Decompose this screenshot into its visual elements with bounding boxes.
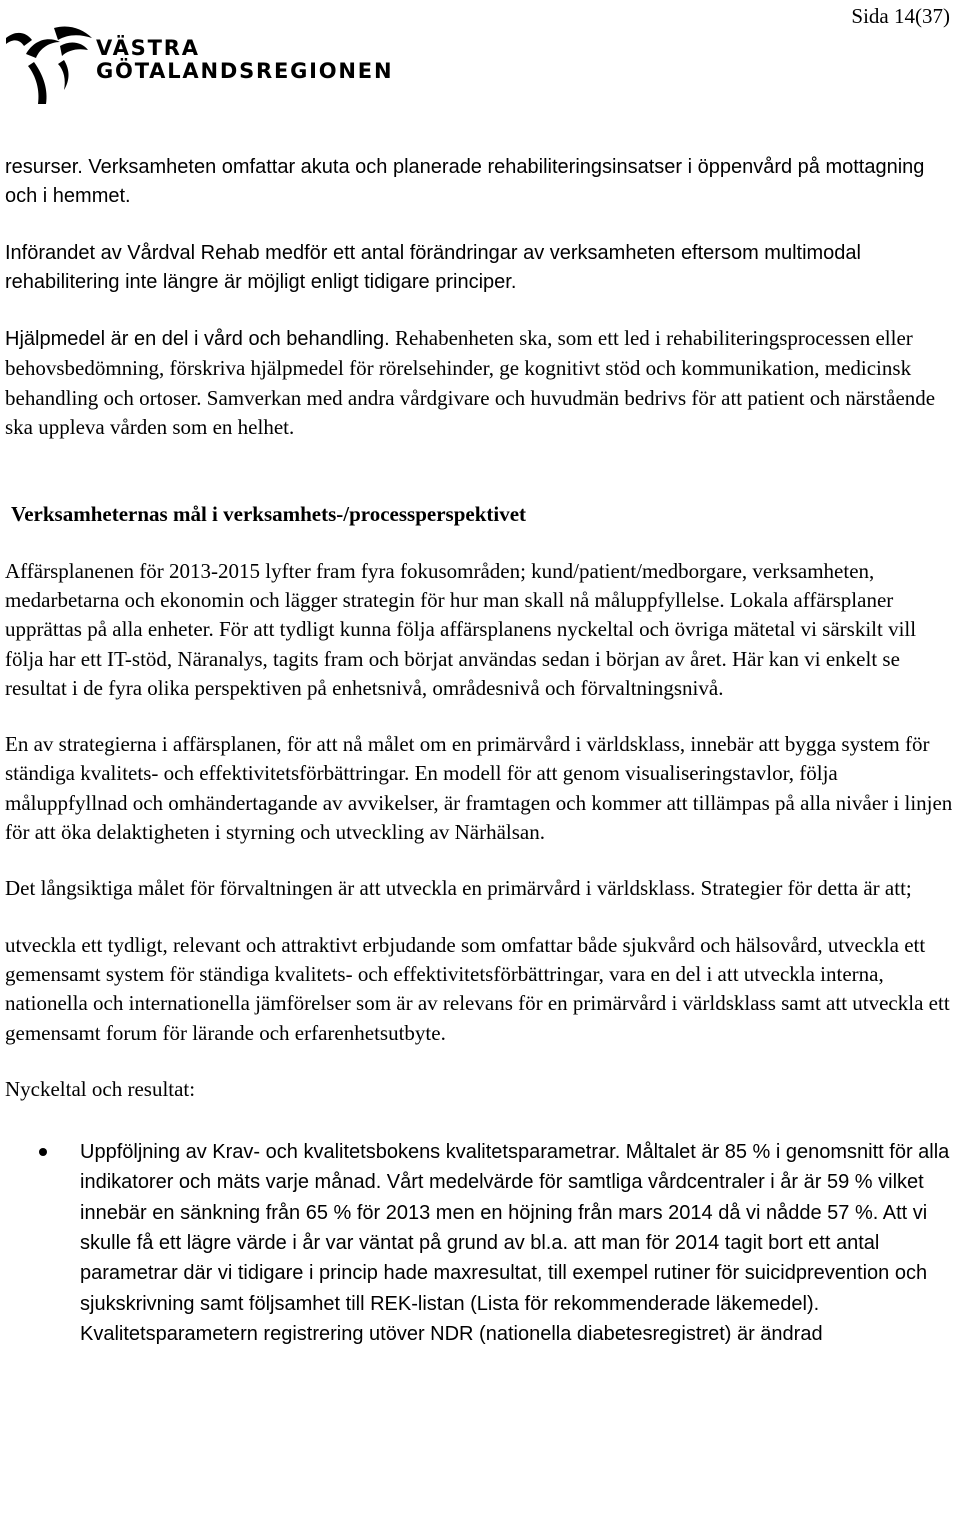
paragraph-3-part-2: Rehabenheten ska, som ett led i rehabiliteringsprocessen eller behovsbedömning, förskriva hjälpmedel för rörelsehinder, ge kognitivt stöd och kommunikation, medicinsk behandling och ortoser. bbox=[5, 326, 913, 410]
paragraph-6: Det långsiktiga målet för förvaltningen är att utveckla en primärvård i världsklass. Strategier för detta är att; bbox=[5, 876, 912, 901]
vgr-logo-icon bbox=[4, 24, 96, 106]
bullet-icon bbox=[39, 1148, 47, 1156]
vgr-logo bbox=[4, 24, 394, 106]
paragraph-3 bbox=[5, 324, 958, 442]
paragraph-3-part-1: Hjälpmedel är en del i vård och behandling. bbox=[5, 328, 390, 351]
paragraph-5: En av strategierna i affärsplanen, för att nå målet om en primärvård i världsklass, innebär att bygga system för ständiga kvalitets- och effektivitetsförbättringar. En modell för att genom visualiseringstavlor, följa måluppfyllnad och omhändertagande av avvikelser, är framtagen och kommer att tillämpas på alla nivåer i linjen för att öka delaktigheten i styrning och utveckling av Närhälsan. bbox=[5, 732, 953, 845]
paragraph-8: Nyckeltal och resultat: bbox=[5, 1076, 196, 1101]
page-number: Sida 14(37) bbox=[851, 4, 950, 28]
paragraph-2: Införandet av Vårdval Rehab medför ett antal förändringar av verksamheten eftersom multimodal rehabilitering inte längre är möjligt enligt tidigare principer. bbox=[5, 241, 861, 293]
paragraph-7: utveckla ett tydligt, relevant och attraktivt erbjudande som omfattar både sjukvård och hälsovård, utveckla ett gemensamt system för ständiga kvalitets- och effektivitetsförbättringar, vara en del i att utveckla interna, nationella och internationella jämförelser som är av relevans för en primärvård i världsklass samt att utveckla ett gemensamt forum för lärande och erfarenhetsutbyte. bbox=[5, 932, 950, 1045]
paragraph-4: Affärsplanenen för 2013-2015 lyfter fram fyra fokusområden; kund/patient/medborgare, verksamheten, medarbetarna och ekonomin och lägger strategin för hur man skall nå måluppfyllelse. Lokala affärsplaner upprättas på alla enheter. För att tydligt kunna följa affärsplanens nyckeltal och övriga mätetal vi särskilt vill följa har ett IT-stöd, Näranalys, tagits fram och börjat användas sedan i början av året. Här kan vi enkelt se resultat i de fyra olika perspektiven på enhetsnivå, områdesnivå och förvaltningsnivå. bbox=[5, 558, 917, 700]
logo-line-2: GÖTALANDSREGIONEN bbox=[96, 59, 394, 83]
logo-line-1: VÄSTRA bbox=[96, 36, 200, 60]
logo-wordmark bbox=[96, 37, 393, 83]
document-body bbox=[5, 153, 958, 1349]
paragraph-3-part-3: Samverkan med andra vårdgivare och huvudmän bedrivs för att patient och närstående ska uppleva vården som en helhet. bbox=[5, 385, 936, 440]
list-item-text: Uppföljning av Krav- och kvalitetsbokens kvalitetsparametrar. Måltalet är 85 % i genomsnitt för alla indikatorer och mäts varje månad. Vårt medelvärde för samtliga vårdcentraler i år är 59 % vilket innebär en sänkning från 65 % för 2013 men en höjning från mars 2014 då vi nådde 57 %. Att vi skulle få ett lägre värde i år var väntat på grund av bl.a. att man för 2014 tagit bort ett antal parametrar där vi tidigare i princip hade maxresultat, till exempel rutiner för suicidprevention och sjukskrivning samt följsamhet till REK-listan (Lista för rekommenderade läkemedel). Kvalitetsparametern registrering utöver NDR (nationella diabetesregistret) är ändrad bbox=[80, 1141, 950, 1345]
paragraph-1: resurser. Verksamheten omfattar akuta och planerade rehabiliteringsinsatser i öppenvård på mottagning och i hemmet. bbox=[5, 156, 925, 208]
section-heading: Verksamheternas mål i verksamhets-/processperspektivet bbox=[11, 502, 527, 527]
results-list bbox=[5, 1137, 958, 1349]
list-item bbox=[5, 1137, 958, 1349]
